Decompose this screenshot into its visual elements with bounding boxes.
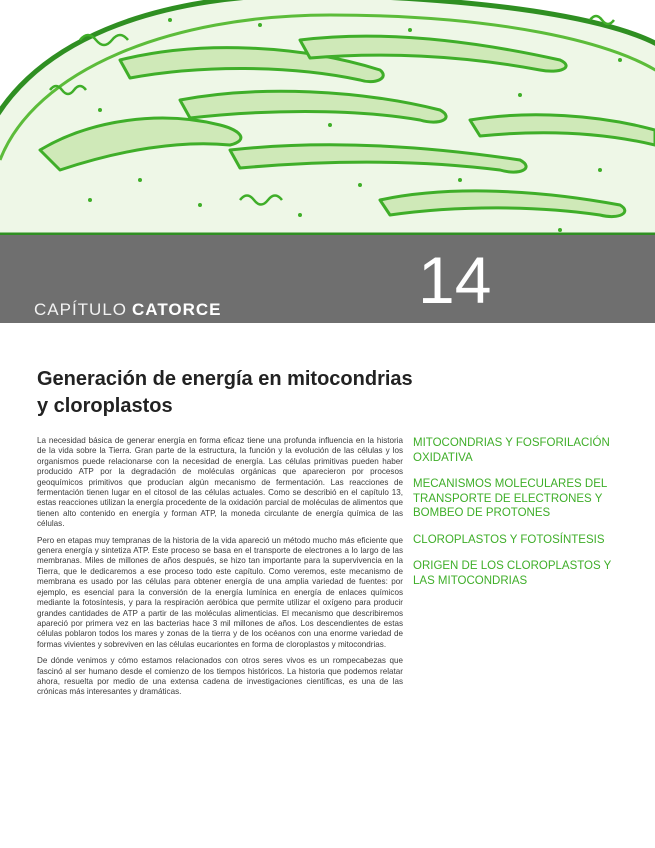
body-text: [37, 436, 403, 704]
section-link[interactable]: ORIGEN DE LOS CLOROPLASTOS Y LAS MITOCONDRIAS: [413, 560, 612, 587]
section-link[interactable]: MECANISMOS MOLECULARES DEL TRANSPORTE DE ELECTRONES Y BOMBEO DE PROTONES: [413, 478, 607, 519]
chapter-number: 14: [418, 243, 492, 317]
section-link[interactable]: CLOROPLASTOS Y FOTOSÍNTESIS: [413, 533, 605, 546]
chapter-title: Generación de energía en mitocondrias y cloroplastos: [37, 368, 413, 417]
paragraph: Pero en etapas muy tempranas de la historia de la vida apareció un método mucho más eficiente que genera energía y sintetiza ATP. Este proceso se basa en el transporte de electrones a lo largo de las membranas. Miles de millones de años después, se hizo tan importante para la supervivencia en la Tierra, que le dedicaremos a ese proceso todo este capítulo. Como veremos, este mecanismo de membrana es usado por las células para obtener energía de una amplia variedad de fuentes: por ejemplo, es esencial para la conversión de la energía lumínica en energía de enlaces químicos mediante la fotosíntesis, y para la respiración aeróbica que permite utilizar el oxígeno para producir grandes cantidades de ATP a partir de las moléculas alimenticias. El mecanismo que describiremos apareció por primera vez en las bacterias hace 3 mil millones de años. Los descendientes de estas células poblaron todos los mares y zonas de la tierra y de los océanos con una enorme variedad de formas vivientes y sobreviven en las células eucariontes en forma de cloroplastos y mitocondrias.: [37, 535, 403, 649]
chapter-label: [34, 300, 222, 320]
paragraph: La necesidad básica de generar energía en forma eficaz tiene una profunda influencia en la historia de la vida sobre la Tierra. Gran parte de la estructura, la función y la evolución de las células y los organismos puede relacionarse con la necesidad de energía. Las células primitivas pueden haber producido ATP por la degradación de moléculas orgánicas que aparecieron por procesos geoquímicos primitivos que producían algún mecanismo de fermentación. Las reacciones de fermentación tienen lugar en el citosol de las células actuales. Como se describió en el capítulo 13, estas reacciones utilizan la energía procedente de la oxidación parcial de moléculas de alimentos que tienen alto contenido en energía y forman ATP, la moneda circulante de energía química de las células.: [37, 436, 403, 529]
chapter-label-word: CATORCE: [132, 300, 222, 319]
chapter-label-prefix: CAPÍTULO: [34, 300, 128, 319]
mitochondrion-illustration: [0, 0, 655, 235]
paragraph: De dónde venimos y cómo estamos relacionados con otros seres vivos es un rompecabezas que fascinó al ser humano desde el comienzo de los tiempos históricos. La historia que podemos relatar ahora, resuelta por medio de una extensa cadena de investigaciones científicas, es una de las crónicas más interesantes y dramáticas.: [37, 656, 403, 697]
section-list: [413, 436, 628, 600]
section-link[interactable]: MITOCONDRIAS Y FOSFORILACIÓN OXIDATIVA: [413, 437, 610, 464]
